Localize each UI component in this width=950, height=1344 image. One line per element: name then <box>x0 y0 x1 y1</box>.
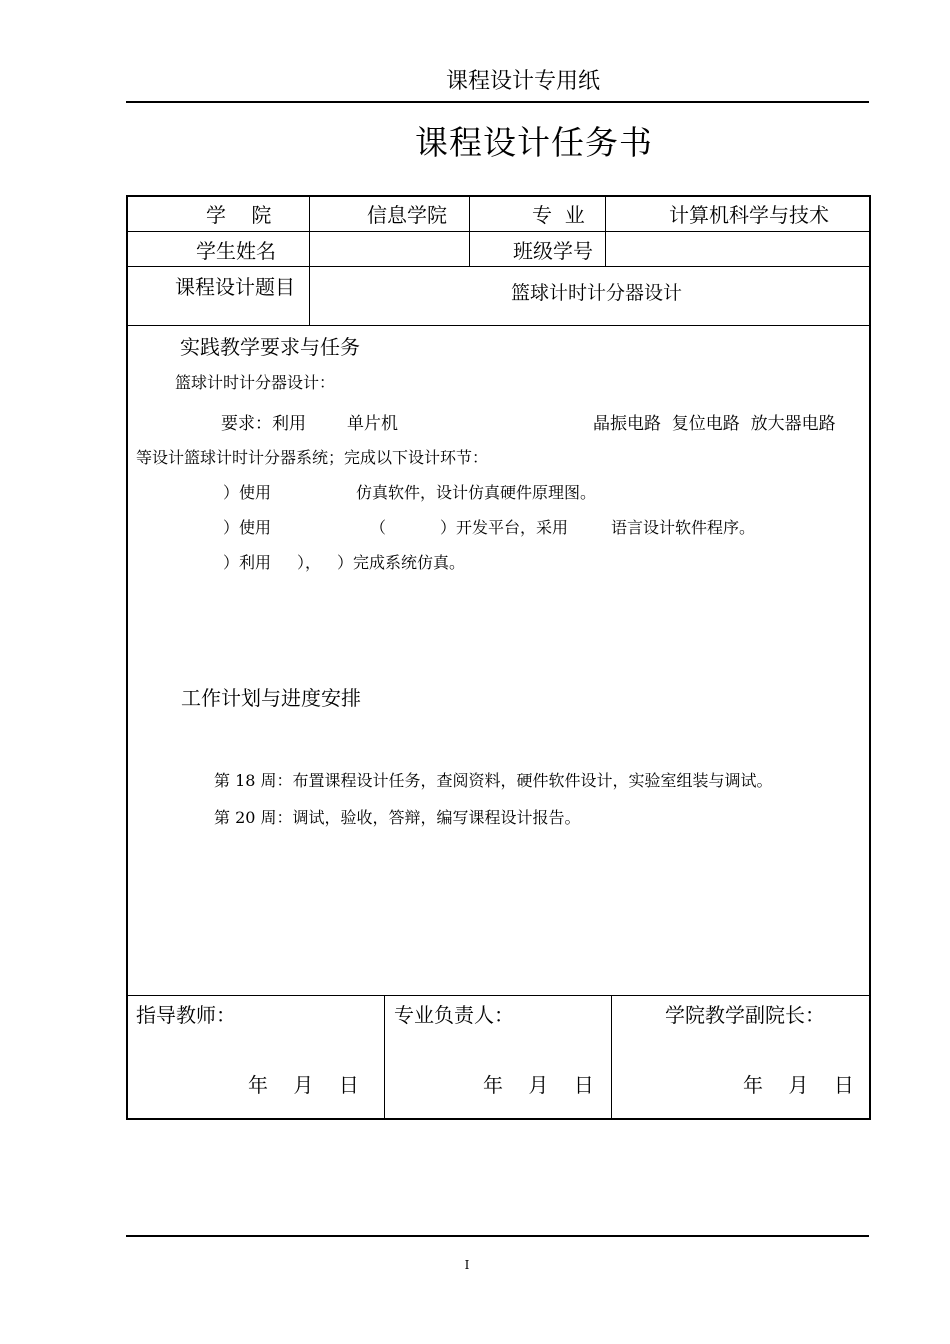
table-row-divider <box>126 231 871 232</box>
class-id-label: 班级学号 <box>513 239 593 263</box>
requirements-heading: 实践教学要求与任务 <box>180 335 360 359</box>
advisor-label: 指导教师： <box>136 1003 236 1027</box>
table-col-divider <box>309 195 310 326</box>
table-col-divider <box>605 195 606 267</box>
student-name-label: 学生姓名 <box>196 239 276 263</box>
major-head-date: 年 月 日 <box>483 1073 594 1097</box>
vice-dean-date: 年 月 日 <box>743 1073 854 1097</box>
task-item-3a: ）利用 <box>223 553 272 572</box>
schedule-week20: 第 20 周：调试，验收，答辩，编写课程设计报告。 <box>214 808 581 827</box>
vice-dean-label: 学院教学副院长： <box>665 1003 825 1027</box>
requirement-line-1a: 要求：利用 <box>221 414 306 434</box>
college-value: 信息学院 <box>367 203 447 227</box>
task-item-2a: ）使用 <box>223 518 272 537</box>
requirements-intro: 篮球计时计分器设计： <box>175 373 336 392</box>
table-col-divider <box>469 195 470 267</box>
document-title: 课程设计任务书 <box>415 123 653 162</box>
task-item-2b: （ <box>370 518 387 537</box>
table-row-divider <box>126 995 871 996</box>
table-border-top <box>126 195 871 197</box>
college-label: 学 院 <box>206 203 272 227</box>
task-item-1b: 仿真软件，设计仿真硬件原理图。 <box>356 483 597 502</box>
table-col-divider <box>611 995 612 1119</box>
task-item-3b: ）， <box>297 553 322 572</box>
requirement-line-1c: 晶振电路 复位电路 放大器电路 <box>593 414 836 434</box>
major-head-label: 专业负责人： <box>394 1003 514 1027</box>
major-label: 专 业 <box>532 203 585 227</box>
task-item-1a: ）使用 <box>223 483 272 502</box>
requirement-line-2: 等设计篮球计时计分器系统；完成以下设计环节： <box>136 448 489 467</box>
table-border-left <box>126 195 128 1119</box>
topic-label: 课程设计题目 <box>175 275 295 299</box>
page-number: I <box>464 1258 470 1272</box>
schedule-heading: 工作计划与进度安排 <box>181 686 361 710</box>
table-row-divider <box>126 325 871 326</box>
table-row-divider <box>126 266 871 267</box>
schedule-week18: 第 18 周：布置课程设计任务，查阅资料，硬件软件设计，实验室组装与调试。 <box>214 771 773 790</box>
task-item-3c: ）完成系统仿真。 <box>337 553 466 572</box>
major-value: 计算机科学与技术 <box>669 203 829 227</box>
table-border-bottom <box>126 1118 871 1120</box>
task-item-2c: ）开发平台，采用 <box>440 518 569 537</box>
table-col-divider <box>384 995 385 1119</box>
requirement-line-1b: 单片机 <box>347 414 398 434</box>
header-rule <box>126 101 869 103</box>
task-item-2d: 语言设计软件程序。 <box>611 518 756 537</box>
topic-value: 篮球计时计分器设计 <box>511 282 683 304</box>
table-border-right <box>869 195 871 1119</box>
header-title: 课程设计专用纸 <box>445 69 600 94</box>
footer-rule <box>126 1235 869 1237</box>
advisor-date: 年 月 日 <box>248 1073 359 1097</box>
